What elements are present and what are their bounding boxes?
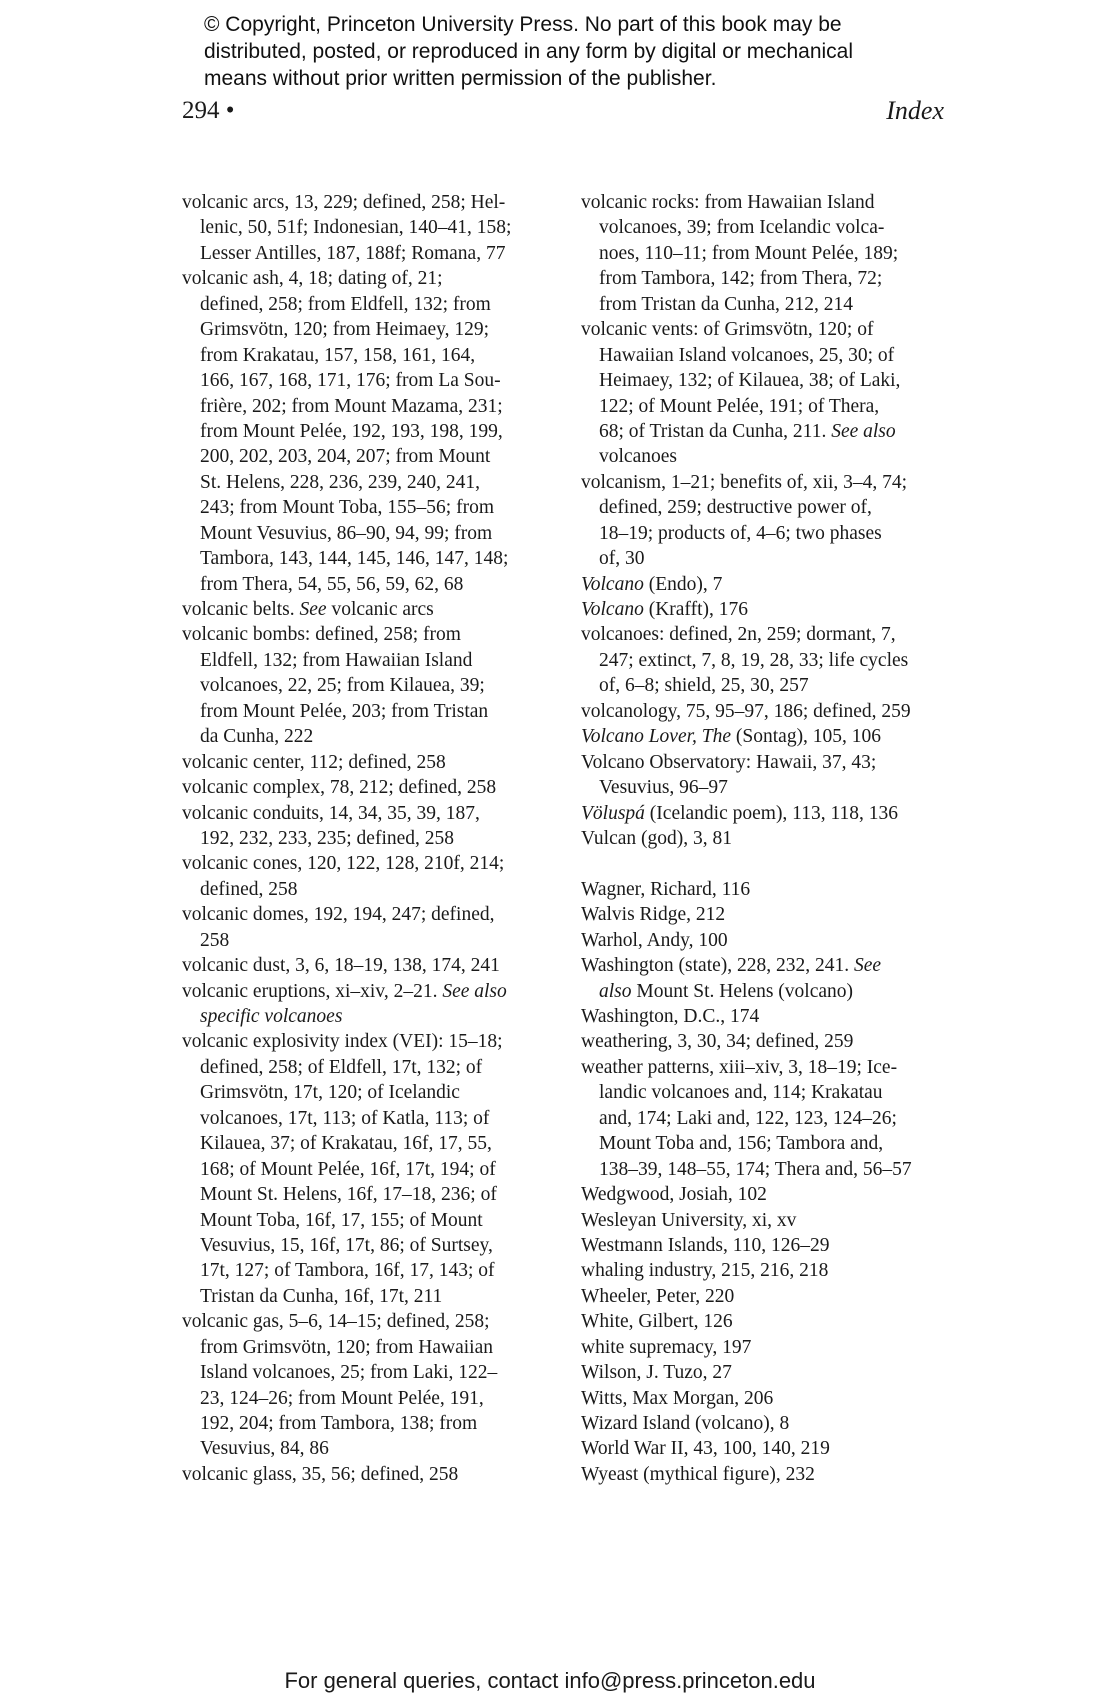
index-text: volcanoes, 22, 25; from Kilauea, 39;	[200, 675, 485, 697]
index-entry-continuation	[581, 444, 961, 469]
index-text: Wilson, J. Tuzo, 27	[581, 1362, 732, 1384]
copyright-line: © Copyright, Princeton University Press. No part of this book may be	[204, 13, 842, 36]
index-entry	[581, 1360, 961, 1385]
index-text: volcanic complex, 78, 212; defined, 258	[182, 777, 497, 799]
index-text: Vesuvius, 84, 86	[200, 1438, 329, 1460]
index-entry	[182, 775, 562, 800]
index-text: (Icelandic poem), 113, 118, 136	[644, 802, 898, 824]
index-text: from Mount Pelée, 203; from Tristan	[200, 700, 489, 722]
index-text: volcanic explosivity index (VEI): 15–18;	[182, 1031, 503, 1053]
index-entry	[581, 928, 961, 953]
index-entry-continuation	[182, 673, 562, 698]
index-text: 258	[200, 929, 230, 951]
index-entry	[581, 826, 961, 851]
index-entry-continuation	[581, 241, 961, 266]
index-text: from Tambora, 142; from Thera, 72;	[599, 268, 883, 290]
index-text: volcanic eruptions, xi–xiv, 2–21.	[182, 980, 443, 1002]
index-text: volcanic cones, 120, 122, 128, 210f, 214;	[182, 853, 505, 875]
index-text: volcanic ash, 4, 18; dating of, 21;	[182, 268, 443, 290]
index-text: Walvis Ridge, 212	[581, 904, 726, 926]
index-entry-continuation	[581, 368, 961, 393]
page-number: 294 •	[182, 97, 235, 124]
index-entry-continuation	[182, 1157, 562, 1182]
index-entry	[581, 572, 961, 597]
index-text: Mount St. Helens (volcano)	[631, 980, 854, 1002]
index-text: Westmann Islands, 110, 126–29	[581, 1234, 830, 1256]
index-entry	[581, 470, 961, 495]
index-text: Mount Vesuvius, 86–90, 94, 99; from	[200, 522, 493, 544]
index-text: 17t, 127; of Tambora, 16f, 17, 143; of	[200, 1260, 495, 1282]
index-text: See	[299, 599, 327, 620]
index-entry-continuation	[182, 444, 562, 469]
index-text: Volcano	[581, 573, 644, 595]
index-entry-continuation	[182, 546, 562, 571]
index-text: volcanoes, 17t, 113; of Katla, 113; of	[200, 1107, 490, 1129]
index-text: from Mount Pelée, 192, 193, 198, 199,	[200, 420, 503, 442]
index-entry-continuation	[182, 1335, 562, 1360]
index-entry-continuation	[581, 495, 961, 520]
index-text: Vesuvius, 96–97	[599, 777, 728, 799]
index-entry	[581, 1029, 961, 1054]
index-text: lenic, 50, 51f; Indonesian, 140–41, 158;	[200, 217, 512, 239]
index-text: defined, 258; of Eldfell, 17t, 132; of	[200, 1056, 483, 1078]
index-entry-continuation	[182, 1080, 562, 1105]
index-text: 192, 232, 233, 235; defined, 258	[200, 827, 455, 849]
index-text: of, 30	[599, 548, 645, 570]
index-entry	[581, 1309, 961, 1334]
index-column-left	[182, 190, 562, 1487]
index-entry	[581, 724, 961, 749]
index-text: (Endo), 7	[643, 573, 723, 595]
index-entry-continuation	[182, 826, 562, 851]
index-text: volcanic conduits, 14, 34, 35, 39, 187,	[182, 802, 480, 824]
index-text: Volcano	[581, 599, 644, 620]
index-text: 200, 202, 203, 204, 207; from Mount	[200, 446, 491, 468]
index-text: volcanism, 1–21; benefits of, xii, 3–4, 74;	[581, 471, 908, 493]
index-entry-continuation	[581, 419, 961, 444]
index-text: defined, 258; from Eldfell, 132; from	[200, 293, 491, 315]
index-text: (Sontag), 105, 106	[731, 726, 882, 748]
index-entry	[182, 266, 562, 291]
index-entry-continuation	[182, 1284, 562, 1309]
index-entry	[581, 317, 961, 342]
index-text: da Cunha, 222	[200, 726, 314, 748]
index-text: volcanic bombs: defined, 258; from	[182, 624, 461, 646]
index-entry-continuation	[182, 928, 562, 953]
index-entry	[581, 750, 961, 775]
index-entry	[182, 902, 562, 927]
index-entry-continuation	[182, 1360, 562, 1385]
index-entry	[581, 622, 961, 647]
index-entry	[581, 1436, 961, 1461]
index-entry-continuation	[581, 1131, 961, 1156]
index-text: 138–39, 148–55, 174; Thera and, 56–57	[599, 1158, 912, 1180]
index-text: from Grimsvötn, 120; from Hawaiian	[200, 1336, 493, 1358]
index-text: See also	[442, 980, 507, 1002]
index-entry-continuation	[182, 1131, 562, 1156]
index-text: Heimaey, 132; of Kilauea, 38; of Laki,	[599, 370, 901, 392]
index-entry-continuation	[581, 343, 961, 368]
index-entry-continuation	[581, 266, 961, 291]
index-text: Grimsvötn, 17t, 120; of Icelandic	[200, 1082, 460, 1104]
index-text: white supremacy, 197	[581, 1336, 752, 1358]
index-entry	[581, 1182, 961, 1207]
index-text: (Krafft), 176	[643, 599, 748, 620]
index-text: 247; extinct, 7, 8, 19, 28, 33; life cycles	[599, 649, 909, 671]
index-text: Volcano Observatory: Hawaii, 37, 43;	[581, 751, 877, 773]
index-text: volcanic belts.	[182, 599, 300, 620]
index-text: See	[854, 955, 882, 977]
index-text: volcanic arcs	[326, 599, 434, 620]
index-text: Vesuvius, 15, 16f, 17t, 86; of Surtsey,	[200, 1234, 493, 1256]
index-text: Wedgwood, Josiah, 102	[581, 1184, 767, 1206]
index-entry	[581, 877, 961, 902]
index-entry	[581, 190, 961, 215]
index-entry-continuation	[182, 572, 562, 597]
index-text: Hawaiian Island volcanoes, 25, 30; of	[599, 344, 895, 366]
index-text: volcanoes, 39; from Icelandic volca-	[599, 217, 885, 239]
index-entry	[182, 1309, 562, 1334]
index-text: volcanic domes, 192, 194, 247; defined,	[182, 904, 495, 926]
index-entry-continuation	[182, 241, 562, 266]
index-text: See also	[831, 420, 896, 442]
index-text: volcanic center, 112; defined, 258	[182, 751, 446, 773]
index-entry-continuation	[581, 546, 961, 571]
index-entry-continuation	[581, 292, 961, 317]
index-entry-continuation	[581, 673, 961, 698]
section-gap	[581, 851, 961, 876]
index-entry-continuation	[581, 775, 961, 800]
index-text: Kilauea, 37; of Krakatau, 16f, 17, 55,	[200, 1133, 492, 1155]
index-text: Völuspá	[581, 802, 645, 824]
index-text: 23, 124–26; from Mount Pelée, 191,	[200, 1387, 484, 1409]
index-entry-continuation	[581, 394, 961, 419]
index-entry-continuation	[182, 1436, 562, 1461]
index-entry	[581, 902, 961, 927]
index-text: 122; of Mount Pelée, 191; of Thera,	[599, 395, 880, 417]
index-entry-continuation	[581, 1157, 961, 1182]
index-text: Grimsvötn, 120; from Heimaey, 129;	[200, 319, 490, 341]
copyright-notice	[204, 11, 964, 92]
index-text: World War II, 43, 100, 140, 219	[581, 1438, 830, 1460]
index-entry-continuation	[182, 1411, 562, 1436]
index-text: volcanoes	[599, 446, 677, 468]
index-entry-continuation	[182, 1258, 562, 1283]
index-text: Wagner, Richard, 116	[581, 878, 751, 900]
index-entry	[182, 622, 562, 647]
index-entry-continuation	[581, 1080, 961, 1105]
index-entry-continuation	[182, 724, 562, 749]
index-entry	[581, 953, 961, 978]
index-text: 166, 167, 168, 171, 176; from La Sou-	[200, 370, 501, 392]
index-text: defined, 259; destructive power of,	[599, 497, 872, 519]
index-text: defined, 258	[200, 878, 298, 900]
index-text: White, Gilbert, 126	[581, 1311, 733, 1333]
index-text: 243; from Mount Toba, 155–56; from	[200, 497, 495, 519]
index-entry-continuation	[182, 470, 562, 495]
index-entry-continuation	[182, 215, 562, 240]
index-text: of, 6–8; shield, 25, 30, 257	[599, 675, 809, 697]
index-text: 68; of Tristan da Cunha, 211.	[599, 420, 832, 442]
index-entry-continuation	[182, 699, 562, 724]
index-entry-continuation	[182, 1182, 562, 1207]
index-text: Volcano Lover, The	[581, 726, 732, 748]
index-text: volcanic dust, 3, 6, 18–19, 138, 174, 241	[182, 955, 500, 977]
index-text: St. Helens, 228, 236, 239, 240, 241,	[200, 471, 481, 493]
index-entry-continuation	[581, 521, 961, 546]
index-text: 168; of Mount Pelée, 16f, 17t, 194; of	[200, 1158, 496, 1180]
index-entry-continuation	[182, 394, 562, 419]
index-entry	[182, 750, 562, 775]
index-entry	[182, 953, 562, 978]
index-entry-continuation	[182, 495, 562, 520]
index-text: Mount Toba and, 156; Tambora and,	[599, 1133, 884, 1155]
index-entry-continuation	[182, 368, 562, 393]
index-entry	[581, 1055, 961, 1080]
index-entry-continuation	[182, 292, 562, 317]
index-entry-continuation	[182, 1004, 562, 1029]
index-entry-continuation	[182, 521, 562, 546]
index-text: from Thera, 54, 55, 56, 59, 62, 68	[200, 573, 464, 595]
index-text: noes, 110–11; from Mount Pelée, 189;	[599, 242, 899, 264]
index-entry-continuation	[182, 877, 562, 902]
index-entry-continuation	[182, 419, 562, 444]
index-text: specific volcanoes	[200, 1006, 343, 1027]
index-text: from Krakatau, 157, 158, 161, 164,	[200, 344, 476, 366]
index-entry-continuation	[182, 1386, 562, 1411]
copyright-line: distributed, posted, or reproduced in any form by digital or mechanical	[204, 40, 854, 63]
index-text: and, 174; Laki and, 122, 123, 124–26;	[599, 1107, 897, 1129]
index-text: Vulcan (god), 3, 81	[581, 827, 733, 849]
index-entry	[182, 979, 562, 1004]
index-entry	[581, 1284, 961, 1309]
index-text: Mount Toba, 16f, 17, 155; of Mount	[200, 1209, 483, 1231]
index-entry	[581, 699, 961, 724]
index-text: Mount St. Helens, 16f, 17–18, 236; of	[200, 1184, 497, 1206]
index-text: Wheeler, Peter, 220	[581, 1285, 735, 1307]
index-entry-continuation	[182, 317, 562, 342]
index-text: volcanoes: defined, 2n, 259; dormant, 7,	[581, 624, 896, 646]
index-text: volcanic vents: of Grimsvötn, 120; of	[581, 319, 874, 341]
index-entry-continuation	[581, 979, 961, 1004]
index-entry	[581, 1258, 961, 1283]
index-text: weathering, 3, 30, 34; defined, 259	[581, 1031, 854, 1053]
index-text: volcanic arcs, 13, 229; defined, 258; Hel-	[182, 192, 506, 213]
index-entry	[581, 1462, 961, 1487]
index-entry	[581, 1004, 961, 1029]
index-entry-continuation	[182, 648, 562, 673]
index-entry	[182, 190, 562, 215]
index-text: weather patterns, xiii–xiv, 3, 18–19; Ice-	[581, 1056, 898, 1078]
index-entry-continuation	[182, 1208, 562, 1233]
index-entry-continuation	[182, 1233, 562, 1258]
index-text: volcanic rocks: from Hawaiian Island	[581, 192, 875, 213]
index-entry	[182, 597, 562, 622]
copyright-line: means without prior written permission of the publisher.	[204, 67, 717, 90]
index-text: Tristan da Cunha, 16f, 17t, 211	[200, 1285, 443, 1307]
index-text: also	[599, 980, 632, 1002]
index-text: Wyeast (mythical figure), 232	[581, 1463, 815, 1485]
index-entry-continuation	[182, 1106, 562, 1131]
index-text: Wizard Island (volcano), 8	[581, 1413, 790, 1434]
index-entry-continuation	[182, 343, 562, 368]
index-text: volcanology, 75, 95–97, 186; defined, 259	[581, 700, 911, 722]
index-entry-continuation	[581, 648, 961, 673]
index-text: whaling industry, 215, 216, 218	[581, 1260, 829, 1282]
index-column-right	[581, 190, 961, 1487]
running-head: Index	[886, 96, 944, 125]
index-text: 18–19; products of, 4–6; two phases	[599, 522, 882, 544]
index-entry-continuation	[581, 1106, 961, 1131]
index-entry	[581, 1208, 961, 1233]
index-text: Warhol, Andy, 100	[581, 929, 728, 951]
index-text: Washington (state), 228, 232, 241.	[581, 955, 855, 977]
index-entry	[182, 1462, 562, 1487]
index-text: Tambora, 143, 144, 145, 146, 147, 148;	[200, 548, 509, 570]
index-entry	[581, 597, 961, 622]
index-text: Wesleyan University, xi, xv	[581, 1209, 797, 1231]
index-text: Eldfell, 132; from Hawaiian Island	[200, 649, 473, 671]
index-text: frière, 202; from Mount Mazama, 231;	[200, 395, 503, 417]
index-entry	[182, 851, 562, 876]
index-entry	[581, 1335, 961, 1360]
footer-contact: For general queries, contact info@press.princeton.edu	[284, 1668, 816, 1693]
index-entry	[182, 801, 562, 826]
index-text: Island volcanoes, 25; from Laki, 122–	[200, 1362, 498, 1384]
index-entry	[581, 1233, 961, 1258]
index-text: from Tristan da Cunha, 212, 214	[599, 293, 854, 315]
index-entry	[581, 1411, 961, 1436]
index-text: Lesser Antilles, 187, 188f; Romana, 77	[200, 242, 506, 264]
index-entry	[581, 1386, 961, 1411]
index-entry	[182, 1029, 562, 1054]
index-entry	[581, 801, 961, 826]
index-entry-continuation	[182, 1055, 562, 1080]
index-text: volcanic gas, 5–6, 14–15; defined, 258;	[182, 1311, 490, 1333]
index-text: landic volcanoes and, 114; Krakatau	[599, 1082, 883, 1104]
index-text: volcanic glass, 35, 56; defined, 258	[182, 1463, 459, 1485]
index-entry-continuation	[581, 215, 961, 240]
index-text: Washington, D.C., 174	[581, 1006, 760, 1027]
index-text: Witts, Max Morgan, 206	[581, 1387, 774, 1409]
index-text: 192, 204; from Tambora, 138; from	[200, 1413, 478, 1434]
